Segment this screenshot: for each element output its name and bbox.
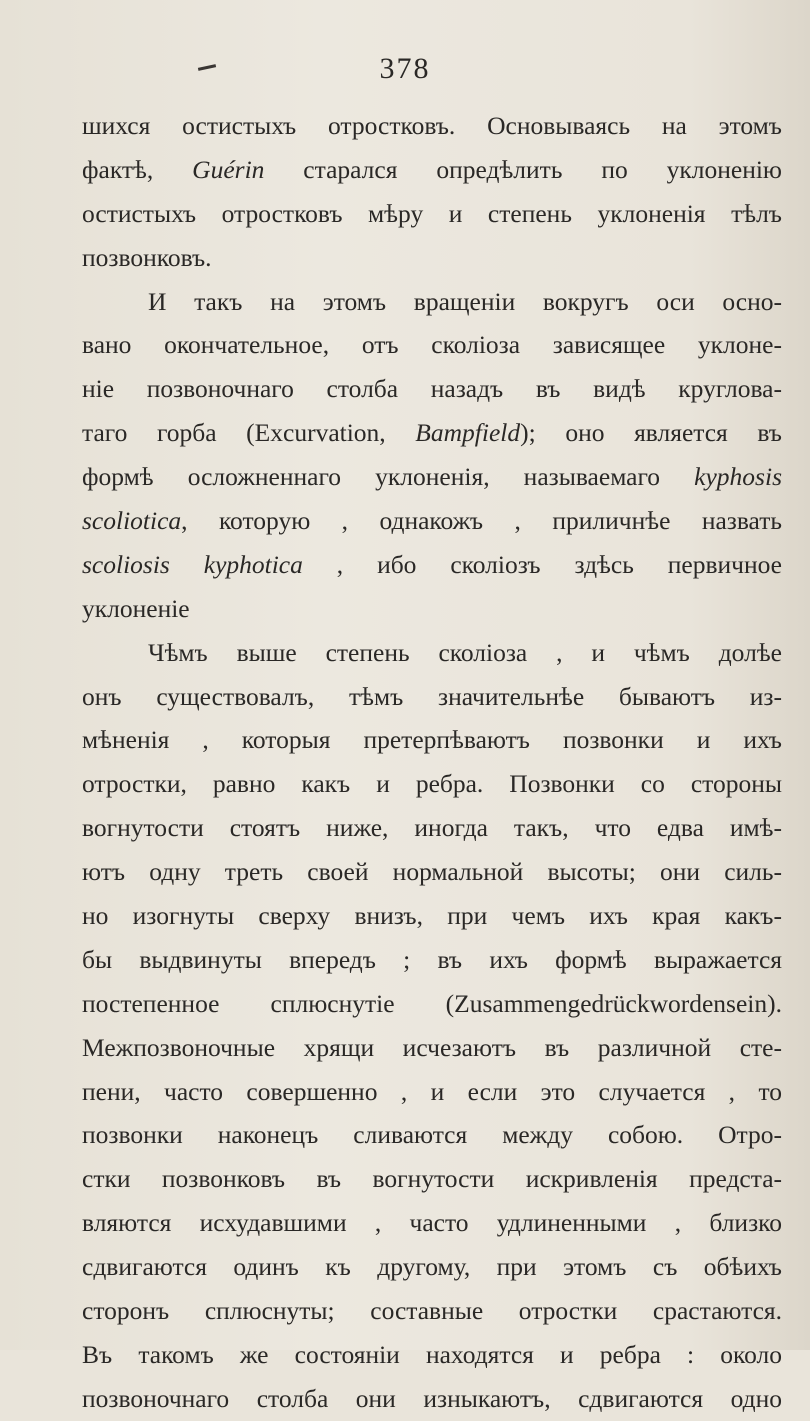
text-line-26: вляются исхудавшими , часто удлиненными , близко xyxy=(82,1208,782,1238)
text-line-27: сдвигаются одинъ къ другому, при этомъ съ обѣихъ xyxy=(82,1252,782,1282)
text-line-4: позвонковъ. xyxy=(82,242,212,272)
text-line-19: но изогнуты сверху внизъ, при чемъ ихъ края какъ- xyxy=(82,901,782,931)
text-line-30: позвоночнаго столба они изныкаютъ, сдвигаются одно xyxy=(82,1383,782,1413)
text-line-3: остистыхъ отростковъ мѣру и степень уклоненія тѣлъ xyxy=(82,198,782,228)
text-line-18: ютъ одну треть своей нормальной высоты; они силь- xyxy=(82,857,782,887)
text-line-28: сторонъ сплюснуты; составные отростки срастаются. xyxy=(82,1296,782,1326)
text-line-9: формѣ осложненнаго уклоненія, называемаго kyphosis xyxy=(82,462,782,492)
text-line-1: шихся остистыхъ отростковъ. Основываясь на этомъ xyxy=(82,111,782,140)
text-line-12: уклоненіе xyxy=(82,593,190,623)
text-line-20: бы выдвинуты впередъ ; въ ихъ формѣ выражается xyxy=(82,944,782,974)
text-line-11: scoliosis kyphotica , ибо сколіозъ здѣсь первичное xyxy=(82,549,782,579)
text-line-8: таго горба (Excurvation, Bampfield); оно является въ xyxy=(82,418,782,448)
text-line-25: стки позвонковъ въ вогнутости искривленія предста- xyxy=(82,1164,782,1194)
text-line-21: постепенное сплюснутіе (Zusammengedrückwordensein). xyxy=(82,988,782,1018)
text-line-17: вогнутости стоятъ ниже, иногда такъ, что едва имѣ- xyxy=(82,813,782,843)
text-line-23: пени, часто совершенно , и если это случается , то xyxy=(82,1076,782,1106)
text-line-6: вано окончательное, отъ сколіоза зависящее уклоне- xyxy=(82,330,782,360)
body-text xyxy=(82,104,782,1421)
text-line-29: Въ такомъ же состояніи находятся и ребра : около xyxy=(82,1339,782,1369)
text-line-2: фактѣ, Guérin старался опредѣлить по уклоненію xyxy=(82,154,782,184)
text-line-10: scoliotica, которую , однакожъ , приличнѣе назвать xyxy=(82,506,782,536)
text-line-13: Чѣмъ выше степень сколіоза , и чѣмъ долѣе xyxy=(148,637,782,667)
text-line-14: онъ существовалъ, тѣмъ значительнѣе бываютъ из- xyxy=(82,681,782,711)
text-line-5: И такъ на этомъ вращеніи вокругъ оси осно- xyxy=(148,286,782,316)
text-line-16: отростки, равно какъ и ребра. Позвонки со стороны xyxy=(82,769,782,799)
text-line-24: позвонки наконецъ сливаются между собою. Отро- xyxy=(82,1120,782,1150)
page-number: 378 xyxy=(379,52,431,85)
text-line-22: Межпозвоночные хрящи исчезаютъ въ различной сте- xyxy=(82,1032,782,1062)
text-line-15: мѣненія , которыя претерпѣваютъ позвонки и ихъ xyxy=(82,725,782,755)
text-line-7: ніе позвоночнаго столба назадъ въ видѣ круглова- xyxy=(82,374,782,404)
